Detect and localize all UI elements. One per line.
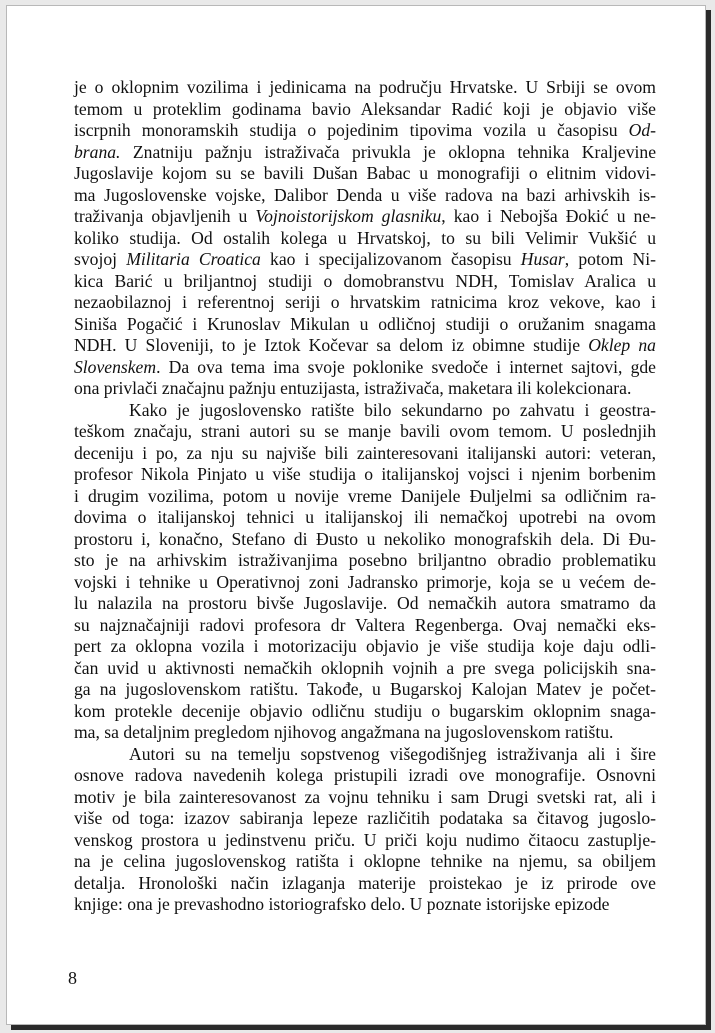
text-line bbox=[74, 421, 656, 443]
text-line bbox=[74, 486, 656, 508]
text-segment: temom u proteklim godinama bavio Aleksandar Radić koji je objavio više bbox=[74, 98, 656, 119]
text-line bbox=[74, 335, 656, 357]
text-segment: NDH. U Sloveniji, to je Iztok Kočevar sa delom iz obimne studije bbox=[74, 335, 589, 355]
text-segment: ma, sa detaljnim pregledom njihovog angažmana na jugoslovenskom ratištu. bbox=[74, 722, 614, 742]
text-segment: Kako je jugoslovensko ratište bilo sekundarno po zahvatu i geostra- bbox=[129, 399, 656, 420]
text-line bbox=[74, 185, 656, 207]
text-segment: venskog prostora u jedinstvenu priču. U priči koju nudimo čitaocu zastuplje- bbox=[74, 829, 656, 850]
text-segment: kica Barić u briljantnoj studiji o domobranstvu NDH, Tomislav Aralica u bbox=[74, 270, 656, 291]
text-line bbox=[74, 400, 656, 422]
text-segment: , potom Ni- bbox=[564, 249, 656, 269]
paragraph bbox=[74, 400, 656, 744]
text-line bbox=[74, 808, 656, 830]
text-segment: kom protekle decenije objavio odličnu studiju o bugarskim oklopnim snaga- bbox=[74, 700, 656, 721]
text-line bbox=[74, 120, 656, 142]
text-segment: deceniju i po, za nju su najviše bili zainteresovani italijanski autori: veteran, bbox=[74, 442, 656, 463]
text-line bbox=[74, 163, 656, 185]
text-segment: teškom značaju, strani autori su se manje bavili ovom temom. U poslednjih bbox=[74, 421, 656, 441]
text-segment: traživanja objavljenih u bbox=[74, 206, 256, 226]
page-number: 8 bbox=[68, 968, 77, 988]
text-line bbox=[74, 593, 656, 615]
text-segment: je o oklopnim vozilima i jedinicama na području Hrvatske. U Srbiji se ovom bbox=[74, 77, 656, 97]
text-line bbox=[74, 249, 656, 271]
text-line bbox=[74, 572, 656, 594]
text-line bbox=[74, 787, 656, 809]
text-segment: Siniša Pogačić i Krunoslav Mikulan u odličnoj studiji o oružanim snagama bbox=[74, 313, 656, 334]
text-segment: pert za oklopna vozila i motorizaciju objavio je više studija koje daju odli- bbox=[74, 636, 656, 656]
text-line bbox=[74, 658, 656, 680]
text-line bbox=[74, 314, 656, 336]
text-segment: . Da ova tema ima svoje poklonike svedoče i internet sajtovi, gde bbox=[156, 356, 656, 377]
text-line bbox=[74, 529, 656, 551]
text-line bbox=[74, 636, 656, 658]
italic-segment: Od- bbox=[628, 120, 656, 140]
italic-segment: Militaria Croatica bbox=[126, 249, 261, 269]
italic-segment: Vojnoistorijskom glasniku bbox=[255, 206, 442, 226]
paragraph bbox=[74, 77, 656, 400]
italic-segment: Slovenskem bbox=[74, 356, 157, 377]
text-segment: sto je na arhivskim istraživanjima posebno briljantno obradio problematiku bbox=[74, 550, 656, 570]
text-line bbox=[74, 701, 656, 723]
text-segment: profesor Nikola Pinjato u više studija o italijanskoj vojsci i njenim borbenim bbox=[74, 464, 656, 484]
text-segment: iscrpnih monoramskih studija o pojedinim tipovima vozila u časopisu bbox=[74, 120, 629, 140]
text-segment: motiv je bila zainteresovanost za vojnu tehniku i sam Drugi svetski rat, ali i bbox=[74, 786, 656, 807]
text-line bbox=[74, 550, 656, 572]
text-line bbox=[74, 765, 656, 787]
text-segment: osnove radova navedenih kolega pristupili izradi ove monografije. Osnovni bbox=[74, 765, 656, 785]
text-line bbox=[74, 507, 656, 529]
text-line bbox=[74, 722, 656, 744]
book-page bbox=[6, 5, 706, 1025]
italic-segment: Husar bbox=[520, 249, 565, 269]
italic-segment: brana. bbox=[74, 141, 121, 162]
text-segment: Znatniju pažnju istraživača privukla je oklopna tehnika Kraljevine bbox=[120, 141, 656, 162]
text-segment: Jugoslavije kojom su se bavili Dušan Babac u monografiji o elitnim vidovi- bbox=[74, 163, 656, 183]
text-segment: su najznačajniji radovi profesora dr Valtera Regenberga. Ovaj nemački eks- bbox=[74, 614, 656, 635]
text-segment: koliko studija. Od ostalih kolega u Hrvatskoj, to su bili Velimir Vukšić u bbox=[74, 227, 656, 248]
text-segment: lu nalazila na prostoru bivše Jugoslavije. Od nemačkih autora smatramo da bbox=[74, 593, 656, 613]
text-segment: Autori su na temelju sopstvenog višegodišnjeg istraživanja ali i šire bbox=[129, 743, 656, 764]
text-segment: nezaobilaznoj i referentnoj seriji o hrvatskim ratnicima kroz vekove, kao i bbox=[74, 292, 656, 312]
text-line bbox=[74, 851, 656, 873]
text-segment: čan uvid u aktivnosti nemačkih oklopnih vojnih a pre svega policijskih sna- bbox=[74, 657, 656, 678]
text-line bbox=[74, 357, 656, 379]
text-segment: ma Jugoslovenske vojske, Dalibor Denda u više radova na bazi arhivskih is- bbox=[74, 184, 656, 205]
paragraph bbox=[74, 744, 656, 916]
text-segment: detalja. Hronološki način izlaganja materije proistekao je iz prirode ove bbox=[74, 872, 656, 893]
text-line bbox=[74, 615, 656, 637]
body-text bbox=[74, 77, 656, 916]
text-line bbox=[74, 77, 656, 99]
text-line bbox=[74, 292, 656, 314]
text-line bbox=[74, 443, 656, 465]
text-line bbox=[74, 99, 656, 121]
text-segment: ona privlači značajnu pažnju entuzijasta, istraživača, maketara ili kolekcionara. bbox=[74, 378, 632, 398]
text-segment: dovima o italijanskoj tehnici u italijanskoj ili nemačkoj upotrebi na ovom bbox=[74, 507, 656, 527]
text-segment: svojoj bbox=[74, 249, 127, 269]
text-line bbox=[74, 464, 656, 486]
text-segment: vojski i tehnike u Operativnoj zoni Jadransko primorje, koja se u većem de- bbox=[74, 571, 656, 592]
text-segment: ga na jugoslovenskom ratištu. Takođe, u Bugarskoj Kalojan Matev je počet- bbox=[74, 679, 656, 699]
text-segment: , kao i Nebojša Đokić u ne- bbox=[441, 206, 657, 226]
text-line bbox=[74, 873, 656, 895]
text-segment: prostoru i, konačno, Stefano di Đusto u nekoliko monografskih dela. Di Đu- bbox=[74, 528, 656, 549]
text-segment: na je celina jugoslovenskog ratišta i oklopne tehnike na njemu, sa obiljem bbox=[74, 851, 656, 871]
text-segment: i drugim vozilima, potom u novije vreme Danijele Đuljelmi sa odličnim ra- bbox=[74, 485, 656, 506]
text-segment: knjige: ona je prevashodno istoriografsko delo. U poznate istorijske epizode bbox=[74, 894, 610, 914]
text-line bbox=[74, 894, 656, 916]
text-line bbox=[74, 830, 656, 852]
text-line bbox=[74, 271, 656, 293]
text-segment: više od toga: izazov sabiranja lepeze različitih podataka sa čitavog jugoslo- bbox=[74, 808, 656, 828]
text-line bbox=[74, 744, 656, 766]
text-line bbox=[74, 142, 656, 164]
italic-segment: Oklep na bbox=[588, 335, 656, 355]
text-segment: kao i specijalizovanom časopisu bbox=[260, 249, 521, 269]
text-line bbox=[74, 206, 656, 228]
text-line bbox=[74, 378, 656, 400]
text-line bbox=[74, 228, 656, 250]
text-line bbox=[74, 679, 656, 701]
